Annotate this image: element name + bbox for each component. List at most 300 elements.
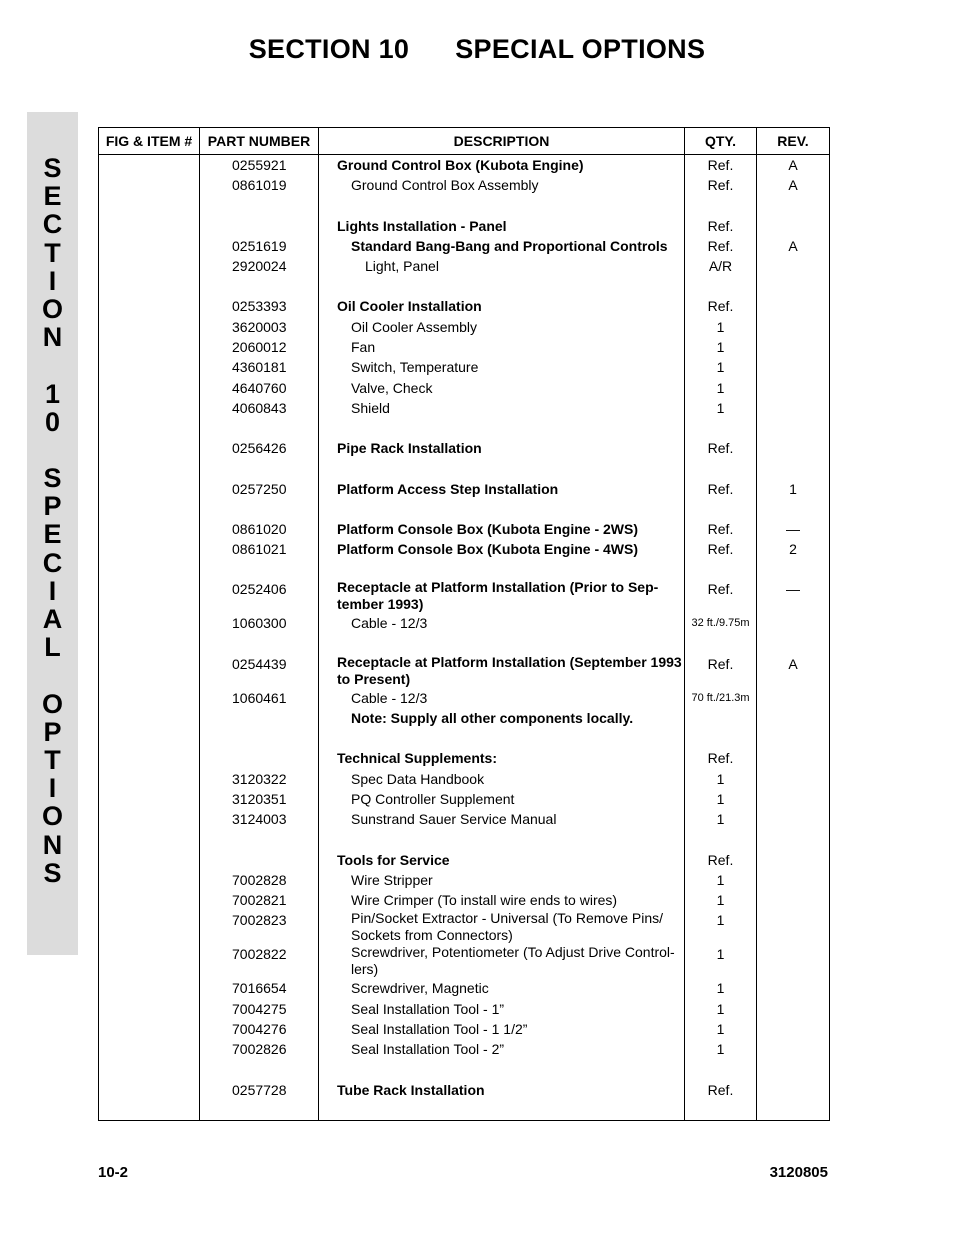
table-row [99, 708, 830, 728]
spacer-cell [200, 728, 319, 748]
rev-cell [757, 256, 830, 276]
side-tab-char: T [44, 237, 61, 268]
part-number-cell: 3124003 [200, 809, 319, 829]
fig-item-cell [99, 870, 200, 890]
part-number-cell: 1060300 [200, 613, 319, 633]
fig-item-cell [99, 769, 200, 789]
spacer-cell [319, 1060, 685, 1080]
qty-cell: 1 [685, 789, 757, 809]
rev-cell [757, 708, 830, 728]
fig-item-cell [99, 1019, 200, 1039]
description-cell: Receptacle at Platform Installation (September 1993 to Present) [319, 654, 685, 688]
side-tab-char: L [44, 632, 61, 663]
part-number-cell: 0861021 [200, 539, 319, 559]
rev-cell: — [757, 579, 830, 613]
spacer-cell [99, 559, 200, 579]
qty-cell: 1 [685, 317, 757, 337]
qty-cell: 32 ft./9.75m [685, 613, 757, 633]
description-cell: Ground Control Box (Kubota Engine) [319, 155, 685, 176]
side-tab-char: P [43, 716, 62, 747]
table-row [99, 236, 830, 256]
rev-cell [757, 890, 830, 910]
rev-cell [757, 398, 830, 418]
rev-cell [757, 296, 830, 316]
part-number-cell: 0254439 [200, 654, 319, 688]
description-cell: Ground Control Box Assembly [319, 175, 685, 195]
side-tab-char: I [48, 575, 57, 606]
qty-cell: Ref. [685, 579, 757, 613]
spacer-cell [319, 418, 685, 438]
spacer-cell [757, 418, 830, 438]
fig-item-cell [99, 539, 200, 559]
rev-cell [757, 1039, 830, 1059]
spacer-cell [319, 499, 685, 519]
description-cell: Fan [319, 337, 685, 357]
spacer-cell [757, 1060, 830, 1080]
fig-item-cell [99, 999, 200, 1019]
spacer-cell [757, 459, 830, 479]
part-number-cell: 2920024 [200, 256, 319, 276]
fig-item-cell [99, 688, 200, 708]
table-row [99, 870, 830, 890]
table-row [99, 978, 830, 998]
col-header-part-number: PART NUMBER [200, 128, 319, 155]
table-row [99, 910, 830, 944]
table-row [99, 654, 830, 688]
table-row [99, 748, 830, 768]
side-tab-char: O [41, 688, 63, 719]
section-title: SPECIAL OPTIONS [455, 34, 706, 64]
side-tab-char: E [43, 519, 62, 550]
rev-cell: 1 [757, 479, 830, 499]
qty-cell: Ref. [685, 175, 757, 195]
side-tab-char: N [42, 829, 63, 860]
fig-item-cell [99, 378, 200, 398]
part-number-cell: 2060012 [200, 337, 319, 357]
table-row [99, 999, 830, 1019]
table-row [99, 519, 830, 539]
description-cell: Oil Cooler Installation [319, 296, 685, 316]
description-cell: Screwdriver, Potentiometer (To Adjust Drive Control-lers) [319, 944, 685, 978]
table-row [99, 1080, 830, 1100]
part-number-cell [200, 748, 319, 768]
qty-cell: 1 [685, 337, 757, 357]
spacer-cell [685, 728, 757, 748]
side-tab-text [27, 154, 78, 887]
side-tab-char: O [41, 801, 63, 832]
rev-cell [757, 357, 830, 377]
part-number-cell: 4640760 [200, 378, 319, 398]
qty-cell: Ref. [685, 1080, 757, 1100]
fig-item-cell [99, 317, 200, 337]
part-number-cell: 3620003 [200, 317, 319, 337]
description-cell: Cable - 12/3 [319, 688, 685, 708]
fig-item-cell [99, 236, 200, 256]
spacer-row [99, 559, 830, 579]
table-row [99, 337, 830, 357]
side-tab-char: 1 [44, 378, 61, 409]
description-cell: Tube Rack Installation [319, 1080, 685, 1100]
spacer-cell [319, 728, 685, 748]
spacer-row [99, 459, 830, 479]
fig-item-cell [99, 216, 200, 236]
table-row [99, 479, 830, 499]
part-number-cell: 0257728 [200, 1080, 319, 1100]
spacer-row [99, 830, 830, 850]
spacer-cell [685, 830, 757, 850]
table-row [99, 613, 830, 633]
table-row [99, 850, 830, 870]
part-number-cell: 7002826 [200, 1039, 319, 1059]
spacer-cell [99, 634, 200, 654]
description-cell: Standard Bang-Bang and Proportional Controls [319, 236, 685, 256]
fig-item-cell [99, 809, 200, 829]
spacer-row [99, 728, 830, 748]
part-number-cell [200, 216, 319, 236]
qty-cell: Ref. [685, 850, 757, 870]
fig-item-cell [99, 175, 200, 195]
spacer-cell [757, 276, 830, 296]
part-number-cell: 0257250 [200, 479, 319, 499]
qty-cell: Ref. [685, 155, 757, 176]
table-row [99, 216, 830, 236]
fig-item-cell [99, 256, 200, 276]
spacer-cell [200, 196, 319, 216]
spacer-cell [685, 1060, 757, 1080]
qty-cell: Ref. [685, 654, 757, 688]
table-row [99, 378, 830, 398]
side-tab-char: P [43, 491, 62, 522]
fig-item-cell [99, 789, 200, 809]
parts-table [98, 127, 830, 1121]
description-cell: Light, Panel [319, 256, 685, 276]
fig-item-cell [99, 337, 200, 357]
side-tab-char: I [48, 773, 57, 804]
spacer-cell [200, 559, 319, 579]
side-tab-char: A [42, 604, 63, 634]
qty-cell: Ref. [685, 539, 757, 559]
description-cell: Shield [319, 398, 685, 418]
spacer-cell [757, 499, 830, 519]
qty-cell: Ref. [685, 438, 757, 458]
part-number-cell [200, 850, 319, 870]
spacer-cell [99, 459, 200, 479]
table-row [99, 579, 830, 613]
fig-item-cell [99, 438, 200, 458]
description-cell: Switch, Temperature [319, 357, 685, 377]
rev-cell [757, 944, 830, 978]
side-tab-char: O [41, 293, 63, 324]
spacer-row [99, 1060, 830, 1080]
spacer-cell [685, 499, 757, 519]
rev-cell [757, 978, 830, 998]
spacer-row [99, 418, 830, 438]
table-row [99, 944, 830, 978]
spacer-cell [685, 459, 757, 479]
spacer-cell [200, 830, 319, 850]
spacer-cell [757, 196, 830, 216]
fig-item-cell [99, 357, 200, 377]
qty-cell: 1 [685, 999, 757, 1019]
table-row [99, 357, 830, 377]
rev-cell [757, 613, 830, 633]
spacer-cell [685, 634, 757, 654]
part-number-cell: 3120322 [200, 769, 319, 789]
qty-cell: Ref. [685, 216, 757, 236]
table-row [99, 175, 830, 195]
description-cell: PQ Controller Supplement [319, 789, 685, 809]
side-tab-gap [27, 351, 78, 379]
spacer-cell [200, 499, 319, 519]
spacer-cell [319, 830, 685, 850]
table-row [99, 890, 830, 910]
fig-item-cell [99, 850, 200, 870]
rev-cell [757, 1080, 830, 1100]
part-number-cell: 0251619 [200, 236, 319, 256]
description-cell: Technical Supplements: [319, 748, 685, 768]
rev-cell [757, 378, 830, 398]
part-number-cell: 1060461 [200, 688, 319, 708]
table-row [99, 539, 830, 559]
rev-cell [757, 748, 830, 768]
side-tab-char: T [44, 744, 61, 775]
description-cell: Screwdriver, Magnetic [319, 978, 685, 998]
spacer-cell [685, 418, 757, 438]
part-number-cell: 4060843 [200, 398, 319, 418]
part-number-cell: 7004276 [200, 1019, 319, 1039]
part-number-cell: 0861020 [200, 519, 319, 539]
spacer-cell [685, 1100, 757, 1121]
rev-cell: 2 [757, 539, 830, 559]
description-cell: Wire Stripper [319, 870, 685, 890]
rev-cell [757, 809, 830, 829]
description-cell: Seal Installation Tool - 1 1/2” [319, 1019, 685, 1039]
page-title [0, 34, 954, 65]
col-header-fig-item: FIG & ITEM # [99, 128, 200, 155]
side-tab-char: C [42, 209, 63, 240]
spacer-row [99, 1100, 830, 1121]
description-cell: Spec Data Handbook [319, 769, 685, 789]
qty-cell: A/R [685, 256, 757, 276]
description-cell: Note: Supply all other components locally. [319, 708, 685, 728]
fig-item-cell [99, 579, 200, 613]
side-tab-char: 0 [44, 406, 61, 437]
rev-cell [757, 337, 830, 357]
table-row [99, 317, 830, 337]
fig-item-cell [99, 1039, 200, 1059]
rev-cell: A [757, 155, 830, 176]
side-tab-char: C [42, 547, 63, 578]
table-row [99, 809, 830, 829]
spacer-cell [99, 830, 200, 850]
spacer-cell [319, 1100, 685, 1121]
description-cell: Lights Installation - Panel [319, 216, 685, 236]
spacer-cell [99, 276, 200, 296]
part-number-cell: 3120351 [200, 789, 319, 809]
rev-cell [757, 1019, 830, 1039]
spacer-cell [757, 1100, 830, 1121]
side-tab-char: S [43, 857, 62, 888]
side-tab-char: S [43, 153, 62, 183]
rev-cell [757, 216, 830, 236]
fig-item-cell [99, 1080, 200, 1100]
part-number-cell: 7002828 [200, 870, 319, 890]
spacer-cell [99, 728, 200, 748]
rev-cell: A [757, 654, 830, 688]
fig-item-cell [99, 978, 200, 998]
rev-cell [757, 317, 830, 337]
qty-cell: Ref. [685, 519, 757, 539]
table-row [99, 1019, 830, 1039]
spacer-cell [319, 276, 685, 296]
table-body [99, 155, 830, 1121]
part-number-cell [200, 708, 319, 728]
rev-cell: — [757, 519, 830, 539]
fig-item-cell [99, 708, 200, 728]
spacer-row [99, 276, 830, 296]
fig-item-cell [99, 613, 200, 633]
part-number-cell: 4360181 [200, 357, 319, 377]
part-number-cell: 7002821 [200, 890, 319, 910]
part-number-cell: 7002822 [200, 944, 319, 978]
description-cell: Seal Installation Tool - 1” [319, 999, 685, 1019]
qty-cell: 1 [685, 1019, 757, 1039]
description-cell: Wire Crimper (To install wire ends to wires) [319, 890, 685, 910]
table-row [99, 769, 830, 789]
fig-item-cell [99, 479, 200, 499]
qty-cell: Ref. [685, 748, 757, 768]
description-cell: Platform Console Box (Kubota Engine - 2WS) [319, 519, 685, 539]
fig-item-cell [99, 890, 200, 910]
description-cell: Platform Access Step Installation [319, 479, 685, 499]
qty-cell [685, 708, 757, 728]
rev-cell [757, 870, 830, 890]
col-header-description: DESCRIPTION [319, 128, 685, 155]
spacer-cell [757, 634, 830, 654]
table-header-row [99, 128, 830, 155]
qty-cell: 1 [685, 398, 757, 418]
description-cell: Sunstrand Sauer Service Manual [319, 809, 685, 829]
description-cell: Pipe Rack Installation [319, 438, 685, 458]
side-tab-char: N [42, 322, 63, 353]
col-header-rev: REV. [757, 128, 830, 155]
part-number-cell: 0253393 [200, 296, 319, 316]
description-cell: Tools for Service [319, 850, 685, 870]
table-row [99, 296, 830, 316]
qty-cell: 1 [685, 890, 757, 910]
qty-cell: 1 [685, 357, 757, 377]
part-number-cell: 0252406 [200, 579, 319, 613]
side-tab-char: I [48, 265, 57, 296]
spacer-cell [685, 276, 757, 296]
qty-cell: 70 ft./21.3m [685, 688, 757, 708]
description-cell: Oil Cooler Assembly [319, 317, 685, 337]
part-number-cell: 0255921 [200, 155, 319, 176]
spacer-cell [99, 499, 200, 519]
table-row [99, 1039, 830, 1059]
rev-cell [757, 769, 830, 789]
spacer-cell [200, 634, 319, 654]
rev-cell: A [757, 236, 830, 256]
table-row [99, 688, 830, 708]
spacer-cell [200, 1100, 319, 1121]
part-number-cell: 0256426 [200, 438, 319, 458]
fig-item-cell [99, 155, 200, 176]
side-tab-gap [27, 661, 78, 689]
side-tab-char: E [43, 181, 62, 212]
spacer-cell [757, 830, 830, 850]
part-number-cell: 7004275 [200, 999, 319, 1019]
spacer-cell [757, 728, 830, 748]
fig-item-cell [99, 519, 200, 539]
qty-cell: Ref. [685, 296, 757, 316]
table-row [99, 789, 830, 809]
spacer-cell [319, 634, 685, 654]
qty-cell: Ref. [685, 236, 757, 256]
rev-cell: A [757, 175, 830, 195]
fig-item-cell [99, 296, 200, 316]
spacer-cell [319, 196, 685, 216]
qty-cell: 1 [685, 769, 757, 789]
section-number: SECTION 10 [248, 34, 410, 64]
document-number: 3120805 [769, 1164, 828, 1181]
rev-cell [757, 789, 830, 809]
fig-item-cell [99, 398, 200, 418]
part-number-cell: 7002823 [200, 910, 319, 944]
spacer-cell [99, 1060, 200, 1080]
side-tab-char: S [43, 463, 62, 494]
spacer-cell [200, 276, 319, 296]
table-row [99, 398, 830, 418]
spacer-cell [685, 196, 757, 216]
rev-cell [757, 688, 830, 708]
spacer-row [99, 499, 830, 519]
spacer-cell [99, 418, 200, 438]
col-header-qty: QTY. [685, 128, 757, 155]
qty-cell: 1 [685, 1039, 757, 1059]
part-number-cell: 0861019 [200, 175, 319, 195]
spacer-cell [757, 559, 830, 579]
fig-item-cell [99, 748, 200, 768]
rev-cell [757, 850, 830, 870]
spacer-cell [200, 459, 319, 479]
qty-cell: 1 [685, 809, 757, 829]
spacer-row [99, 196, 830, 216]
spacer-cell [99, 1100, 200, 1121]
description-cell: Receptacle at Platform Installation (Prior to Sep-tember 1993) [319, 579, 685, 613]
spacer-cell [200, 1060, 319, 1080]
description-cell: Cable - 12/3 [319, 613, 685, 633]
description-cell: Seal Installation Tool - 2” [319, 1039, 685, 1059]
spacer-cell [319, 459, 685, 479]
rev-cell [757, 999, 830, 1019]
rev-cell [757, 438, 830, 458]
table-row [99, 256, 830, 276]
description-cell: Valve, Check [319, 378, 685, 398]
fig-item-cell [99, 654, 200, 688]
description-cell: Pin/Socket Extractor - Universal (To Remove Pins/ Sockets from Connectors) [319, 910, 685, 944]
fig-item-cell [99, 910, 200, 944]
qty-cell: 1 [685, 378, 757, 398]
spacer-row [99, 634, 830, 654]
qty-cell: 1 [685, 978, 757, 998]
section-side-tab [27, 112, 78, 955]
qty-cell: 1 [685, 910, 757, 944]
qty-cell: Ref. [685, 479, 757, 499]
fig-item-cell [99, 944, 200, 978]
rev-cell [757, 910, 830, 944]
spacer-cell [685, 559, 757, 579]
